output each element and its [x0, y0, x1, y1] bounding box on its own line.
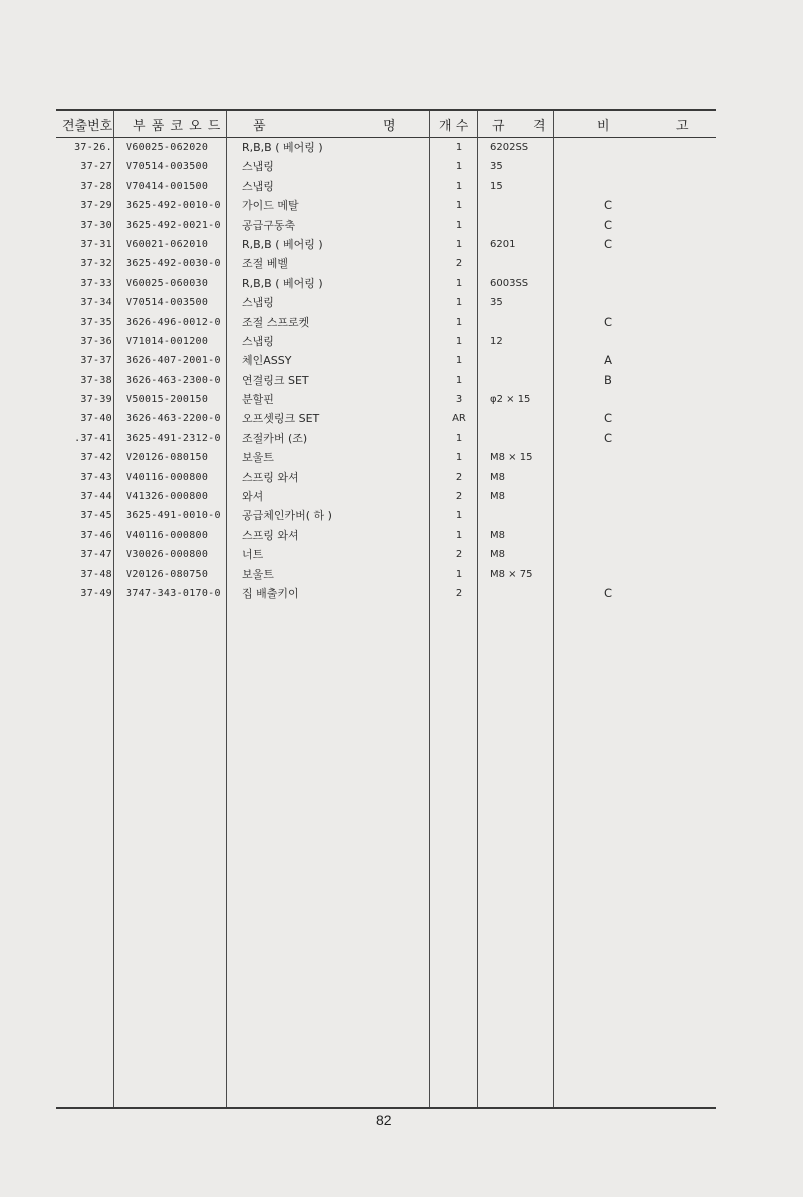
part-note: C	[603, 217, 613, 232]
part-quantity: AR	[452, 413, 466, 425]
part-number: 37-33	[80, 277, 112, 289]
part-code: V50015-200150	[126, 394, 209, 406]
header-name-right: 명	[383, 119, 396, 134]
part-quantity: 2	[455, 491, 463, 503]
part-number: 37-35	[80, 316, 112, 328]
part-code: V60025-062020	[126, 142, 209, 153]
part-code: V41326-000800	[126, 491, 209, 503]
part-number: 37-42	[80, 452, 112, 464]
part-number: 37-26.	[74, 142, 112, 153]
part-code: 3625-491-0010-0	[126, 510, 221, 522]
header-spec-left: 규	[492, 119, 505, 134]
part-name: 조절 스프로켓	[242, 315, 310, 329]
table-row	[0, 157, 803, 176]
part-note: C	[603, 411, 613, 426]
part-number: 37-31	[80, 238, 112, 250]
part-quantity: 1	[455, 200, 463, 212]
part-spec: 15	[490, 180, 503, 192]
part-quantity: 1	[455, 374, 463, 386]
header-note-left: 비	[597, 119, 610, 134]
header-qty: 개 수	[439, 119, 469, 134]
part-code: V70514-003500	[126, 161, 209, 173]
part-code: 3626-463-2200-0	[126, 413, 221, 425]
table-row	[0, 274, 803, 293]
part-code: V20126-080750	[126, 568, 209, 580]
part-number: 37-38	[80, 374, 112, 386]
table-row	[0, 468, 803, 487]
part-number: 37-43	[80, 471, 112, 483]
part-quantity: 1	[455, 432, 463, 444]
part-spec: φ2 × 15	[490, 394, 531, 406]
part-note: C	[603, 236, 613, 251]
part-number: 37-36	[80, 335, 112, 347]
part-quantity: 1	[455, 316, 463, 328]
part-name: 조절카버 (조)	[242, 431, 308, 445]
part-quantity: 1	[455, 529, 463, 541]
page-number: 82	[376, 1112, 392, 1128]
part-code: 3625-492-0021-0	[126, 219, 221, 231]
table-row	[0, 565, 803, 584]
part-name: 공급체인카버( 하 )	[242, 509, 332, 523]
part-name: 와셔	[242, 490, 264, 504]
part-name: 연결링크 SET	[242, 373, 309, 387]
part-quantity: 1	[455, 142, 463, 153]
header-code: 부 품 코 오 드	[133, 119, 222, 134]
header-no: 견출번호	[62, 119, 113, 134]
header-name-left: 품	[253, 119, 266, 134]
part-spec: 12	[490, 335, 503, 347]
part-quantity: 1	[455, 568, 463, 580]
part-number: 37-32	[80, 258, 112, 270]
part-quantity: 1	[455, 335, 463, 347]
part-note: B	[604, 372, 612, 387]
part-spec: M8 × 15	[490, 452, 533, 464]
part-name: 스냅링	[242, 160, 274, 174]
part-number: 37-45	[80, 510, 112, 522]
part-code: V60021-062010	[126, 238, 209, 250]
top-rule	[56, 109, 716, 111]
part-quantity: 2	[455, 471, 463, 483]
part-code: 3625-492-0010-0	[126, 200, 221, 212]
part-number: 37-40	[80, 413, 112, 425]
part-spec: M8	[490, 491, 505, 503]
table-row	[0, 196, 803, 215]
part-name: 스냅링	[242, 179, 274, 193]
part-spec: M8	[490, 549, 505, 561]
part-note: C	[603, 585, 613, 600]
part-code: V60025-060030	[126, 277, 209, 289]
part-quantity: 1	[455, 161, 463, 173]
part-note: A	[604, 353, 612, 368]
part-spec: 6201	[490, 238, 516, 250]
part-spec: 6003SS	[490, 277, 529, 289]
table-row	[0, 254, 803, 273]
part-number: 37-46	[80, 529, 112, 541]
part-quantity: 2	[455, 549, 463, 561]
part-code: V30026-000800	[126, 549, 209, 561]
part-code: V70414-001500	[126, 180, 209, 192]
table-row	[0, 390, 803, 409]
part-name: R,B,B ( 베어링 )	[242, 276, 323, 290]
part-quantity: 1	[455, 355, 463, 367]
table-row	[0, 526, 803, 545]
header-note-right: 고	[676, 119, 689, 134]
part-name: 보울트	[242, 567, 274, 581]
part-number: .37-41	[74, 432, 112, 444]
part-name: 스냅링	[242, 334, 274, 348]
part-code: 3626-463-2300-0	[126, 374, 221, 386]
part-spec: 35	[490, 297, 503, 309]
part-code: 3626-407-2001-0	[126, 355, 221, 367]
table-row	[0, 332, 803, 351]
part-number: 37-44	[80, 491, 112, 503]
part-code: 3626-496-0012-0	[126, 316, 221, 328]
table-row	[0, 409, 803, 428]
part-name: R,B,B ( 베어링 )	[242, 237, 323, 251]
part-code: 3747-343-0170-0	[126, 587, 221, 599]
part-spec: M8	[490, 529, 505, 541]
part-number: 37-49	[80, 587, 112, 599]
part-name: 공급구동축	[242, 218, 296, 232]
part-name: 너트	[242, 548, 264, 562]
part-name: 스프링 와셔	[242, 470, 299, 484]
part-number: 37-28	[80, 180, 112, 192]
part-number: 37-39	[80, 394, 112, 406]
part-spec: M8 × 75	[490, 568, 533, 580]
parts-table-body	[0, 138, 803, 603]
part-spec: M8	[490, 471, 505, 483]
table-row	[0, 429, 803, 448]
part-quantity: 3	[455, 394, 463, 406]
part-note: C	[603, 198, 613, 213]
part-number: 37-27	[80, 161, 112, 173]
table-row	[0, 313, 803, 332]
part-name: R,B,B ( 베어링 )	[242, 141, 323, 154]
table-row	[0, 448, 803, 467]
part-name: 보울트	[242, 451, 274, 465]
part-quantity: 1	[455, 510, 463, 522]
part-name: 오프셋링크 SET	[242, 412, 320, 426]
part-number: 37-30	[80, 219, 112, 231]
part-number: 37-34	[80, 297, 112, 309]
part-name: 분할핀	[242, 393, 274, 407]
part-name: 스프링 와셔	[242, 528, 299, 542]
part-name: 가이드 메탈	[242, 199, 299, 213]
part-code: 3625-492-0030-0	[126, 258, 221, 270]
part-spec: 35	[490, 161, 503, 173]
header-spec-right: 격	[533, 119, 546, 134]
table-row	[0, 177, 803, 196]
table-row	[0, 371, 803, 390]
part-quantity: 1	[455, 180, 463, 192]
part-code: V40116-000800	[126, 471, 209, 483]
part-spec: 6202SS	[490, 142, 529, 153]
part-code: V71014-001200	[126, 335, 209, 347]
part-quantity: 2	[455, 587, 463, 599]
part-number: 37-29	[80, 200, 112, 212]
table-row	[0, 138, 803, 157]
part-number: 37-48	[80, 568, 112, 580]
part-name: 집 배출키이	[242, 586, 299, 600]
part-quantity: 1	[455, 297, 463, 309]
part-code: V20126-080150	[126, 452, 209, 464]
part-name: 체인ASSY	[242, 354, 292, 368]
table-row	[0, 506, 803, 525]
part-code: V40116-000800	[126, 529, 209, 541]
part-number: 37-37	[80, 355, 112, 367]
table-row	[0, 584, 803, 603]
part-name: 조절 베벨	[242, 257, 289, 271]
table-row	[0, 351, 803, 370]
bottom-rule	[56, 1107, 716, 1109]
part-quantity: 1	[455, 238, 463, 250]
table-row	[0, 235, 803, 254]
table-row	[0, 545, 803, 564]
part-number: 37-47	[80, 549, 112, 561]
part-quantity: 1	[455, 219, 463, 231]
table-row	[0, 487, 803, 506]
part-quantity: 2	[455, 258, 463, 270]
table-row	[0, 216, 803, 235]
part-note: C	[603, 314, 613, 329]
part-quantity: 1	[455, 452, 463, 464]
table-row	[0, 293, 803, 312]
part-note: C	[603, 430, 613, 445]
part-name: 스냅링	[242, 296, 274, 310]
part-code: V70514-003500	[126, 297, 209, 309]
part-code: 3625-491-2312-0	[126, 432, 221, 444]
part-quantity: 1	[455, 277, 463, 289]
